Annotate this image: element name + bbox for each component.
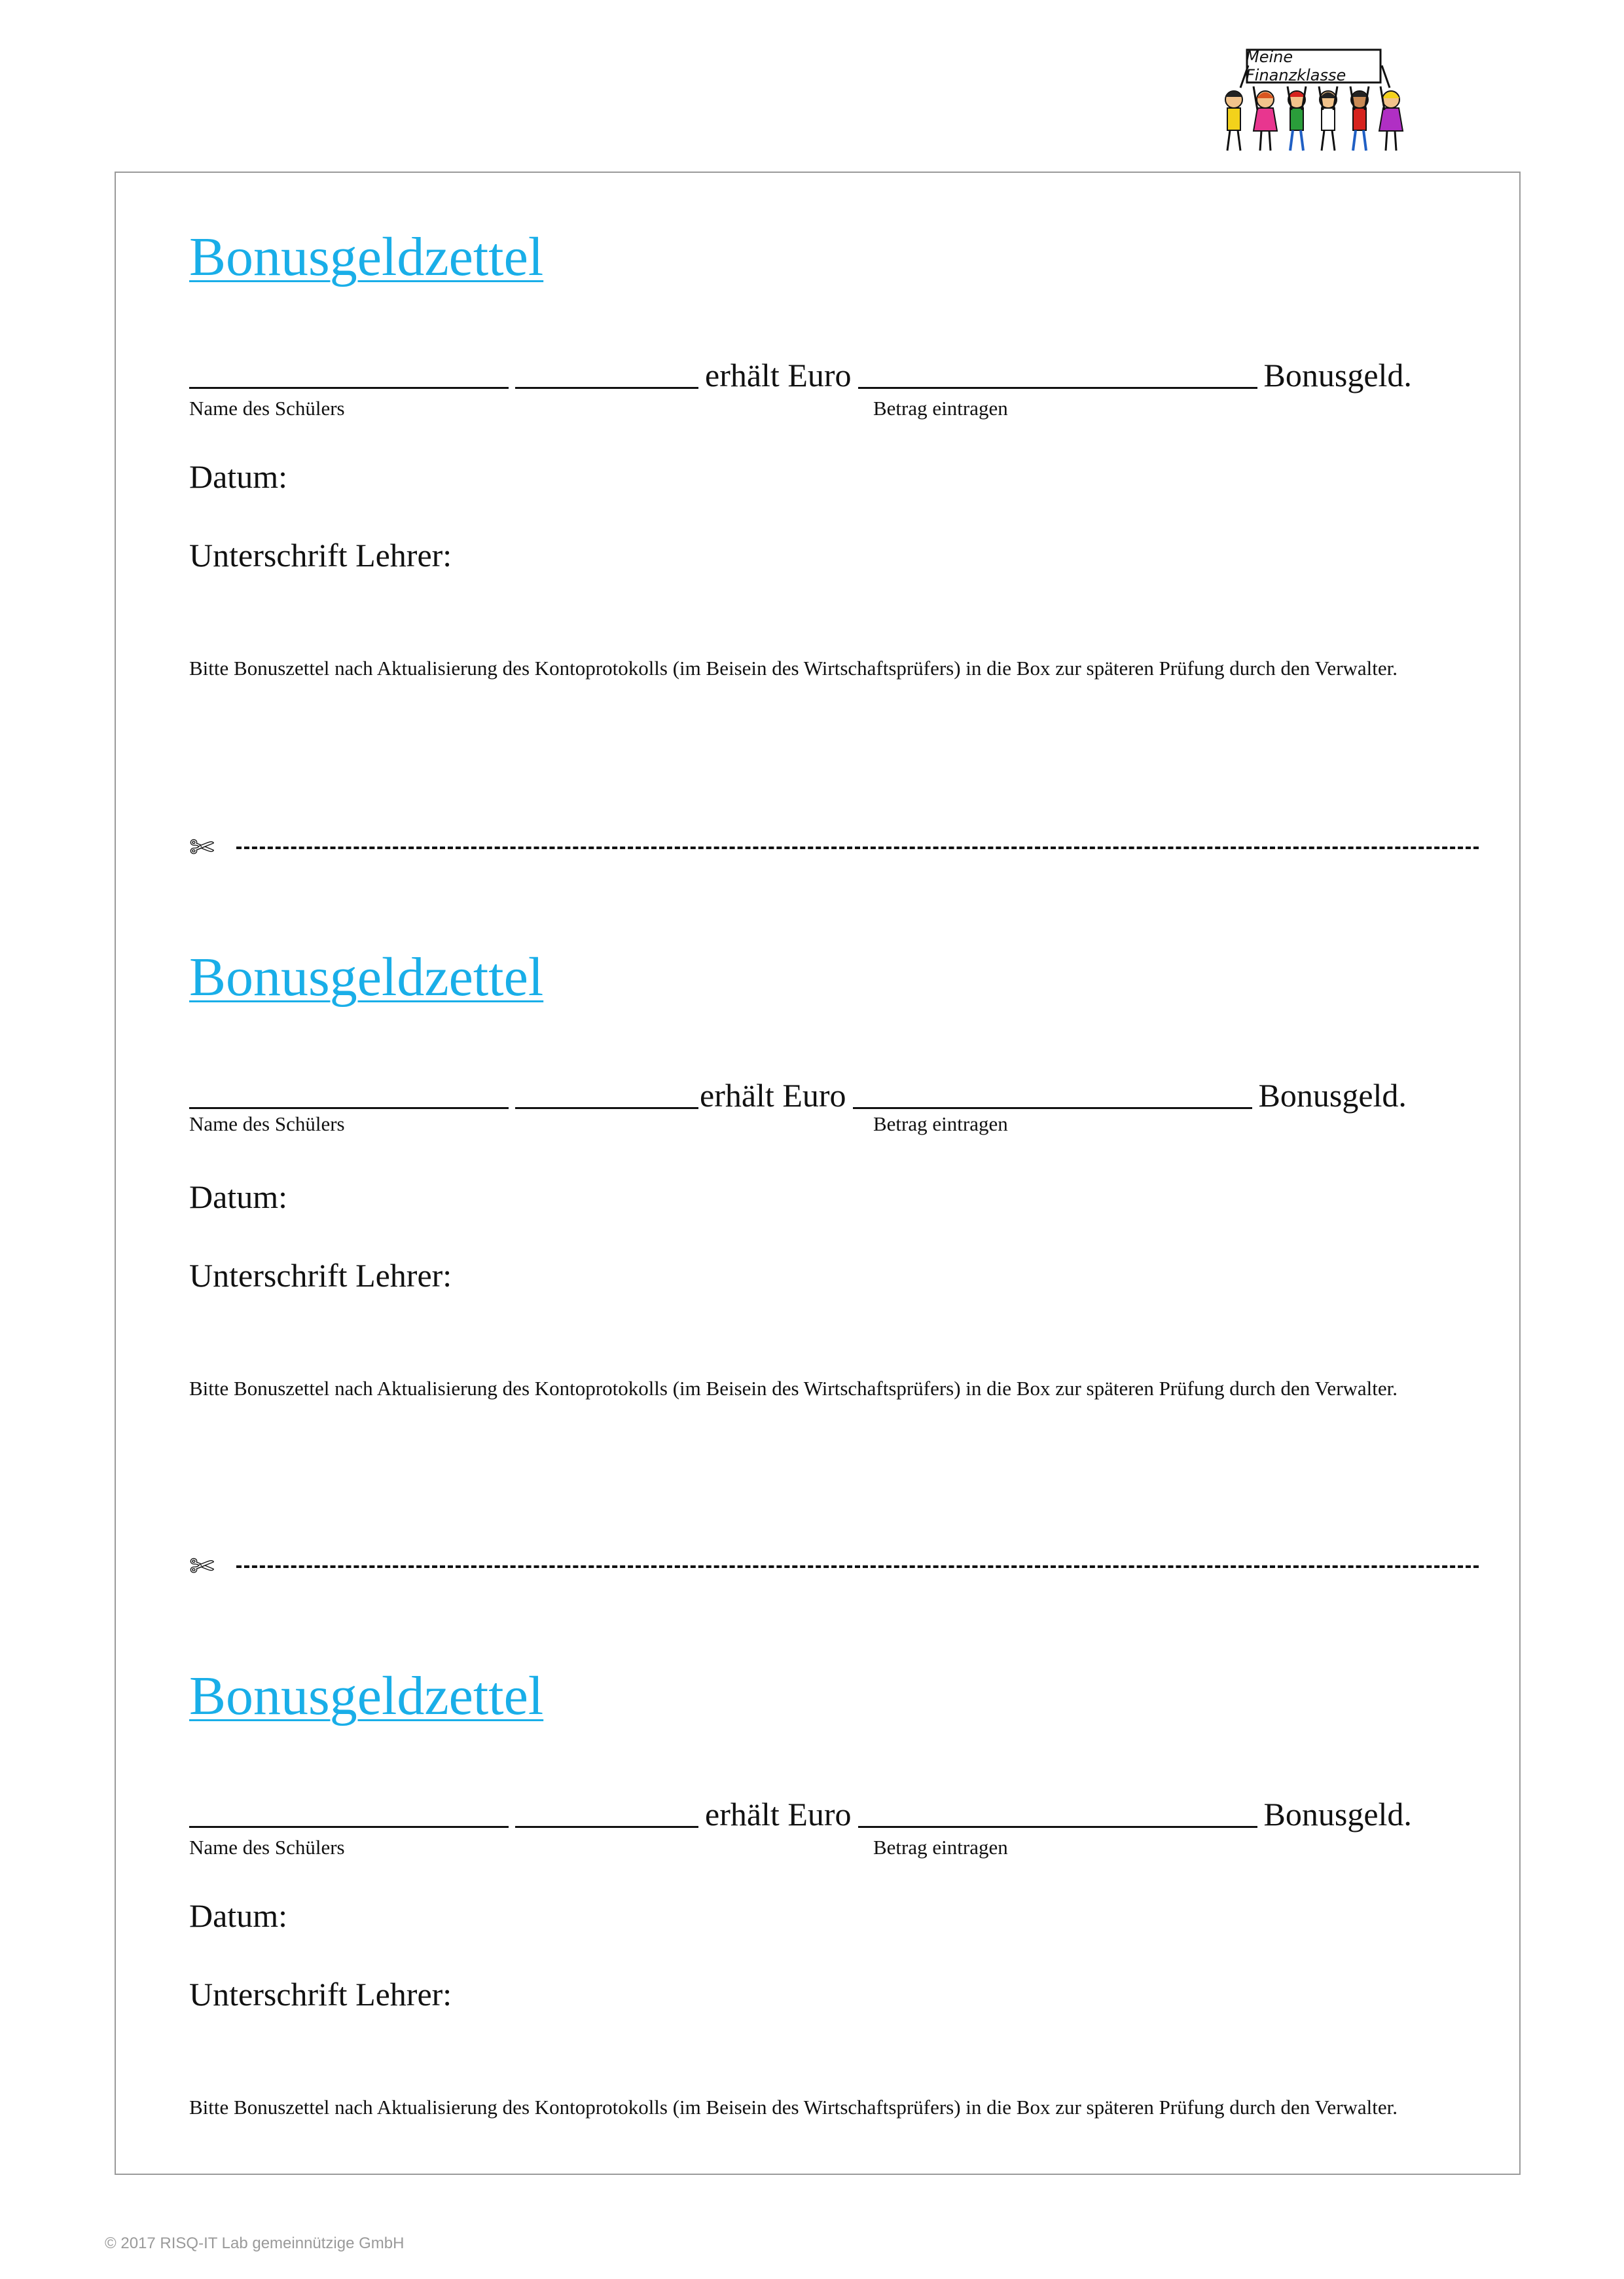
student-name-blank[interactable]: [189, 1078, 509, 1109]
student-name-blank-2[interactable]: [515, 358, 698, 389]
teacher-signature-label: Unterschrift Lehrer:: [189, 1976, 452, 2013]
date-label: Datum:: [189, 1897, 287, 1934]
slip-title: Bonusgeldzettel: [189, 947, 544, 1008]
amount-caption: Betrag eintragen: [873, 1836, 1008, 1859]
recipient-line: [189, 1076, 1407, 1114]
instruction-note: Bitte Bonuszettel nach Aktualisierung des Kontoprotokolls (im Beisein des Wirtschaftsprüfers) in die Box zur späteren Prüfung durch den Verwalter.: [189, 657, 1398, 680]
student-name-blank[interactable]: [189, 1797, 509, 1828]
amount-caption: Betrag eintragen: [873, 397, 1008, 420]
scissors-icon: ✄: [189, 1548, 215, 1584]
name-caption: Name des Schülers: [189, 1836, 345, 1859]
amount-blank[interactable]: [853, 1078, 1252, 1109]
document-frame: [115, 172, 1521, 2175]
scissors-icon: ✄: [189, 830, 215, 865]
name-caption: Name des Schülers: [189, 397, 345, 420]
date-label: Datum:: [189, 1178, 287, 1215]
cut-line: [189, 828, 1479, 867]
dashed-cut-line: [236, 1565, 1479, 1568]
copyright-footer: © 2017 RISQ-IT Lab gemeinnützige GmbH: [105, 2234, 405, 2252]
amount-blank[interactable]: [858, 358, 1257, 389]
receives-text: erhält Euro: [705, 1796, 852, 1832]
name-caption: Name des Schülers: [189, 1112, 345, 1135]
student-name-blank-2[interactable]: [515, 1797, 698, 1828]
receives-text: erhält Euro: [700, 1077, 846, 1114]
teacher-signature-label: Unterschrift Lehrer:: [189, 537, 452, 574]
logo-label: Meine Finanzklasse: [1246, 48, 1346, 84]
dashed-cut-line: [236, 847, 1479, 849]
slip-title: Bonusgeldzettel: [189, 1666, 544, 1726]
date-label: Datum:: [189, 458, 287, 495]
teacher-signature-label: Unterschrift Lehrer:: [189, 1257, 452, 1294]
bonus-text: Bonusgeld.: [1258, 1077, 1407, 1114]
instruction-note: Bitte Bonuszettel nach Aktualisierung des Kontoprotokolls (im Beisein des Wirtschaftsprüfers) in die Box zur späteren Prüfung durch den Verwalter.: [189, 1377, 1398, 1400]
instruction-note: Bitte Bonuszettel nach Aktualisierung des Kontoprotokolls (im Beisein des Wirtschaftsprüfers) in die Box zur späteren Prüfung durch den Verwalter.: [189, 2096, 1398, 2119]
student-name-blank-2[interactable]: [515, 1078, 698, 1109]
slip-title: Bonusgeldzettel: [189, 227, 544, 287]
bonus-text: Bonusgeld.: [1263, 357, 1412, 393]
student-name-blank[interactable]: [189, 358, 509, 389]
amount-blank[interactable]: [858, 1797, 1257, 1828]
amount-caption: Betrag eintragen: [873, 1112, 1008, 1135]
cut-line: [189, 1546, 1479, 1586]
bonus-text: Bonusgeld.: [1263, 1796, 1412, 1832]
recipient-line: [189, 1795, 1412, 1833]
meine-finanzklasse-logo: [1208, 39, 1417, 157]
recipient-line: [189, 356, 1412, 394]
receives-text: erhält Euro: [705, 357, 852, 393]
